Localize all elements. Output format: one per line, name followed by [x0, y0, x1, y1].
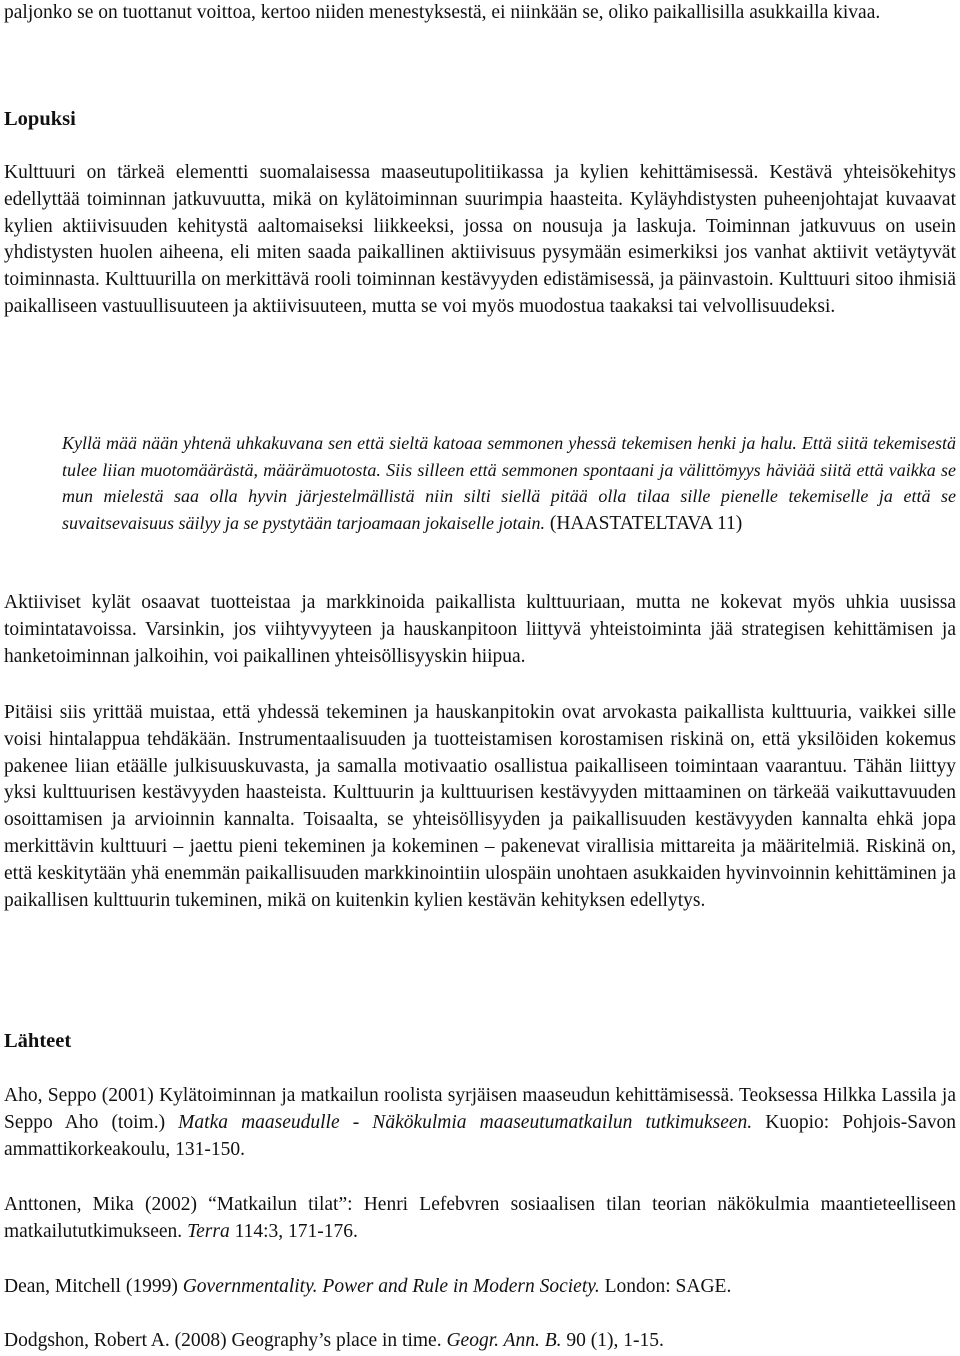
quote-source: (HAASTATELTAVA 11): [544, 512, 743, 534]
top-paragraph: paljonko se on tuottanut voittoa, kertoo niiden menestyksestä, ei niinkään se, oliko paikallisilla asukkailla kivaa.: [4, 2, 881, 23]
reference-dodgshon: [4, 1328, 956, 1355]
reference-aho-title: Matka maaseudulle - Näkökulmia maaseutumatkailun tutkimukseen.: [178, 1111, 753, 1133]
reference-anttonen-title: Terra: [187, 1220, 230, 1242]
reference-dean: [4, 1274, 956, 1301]
reference-anttonen: [4, 1192, 956, 1246]
interview-quote: [62, 430, 956, 537]
reference-dean-title: Governmentality. Power and Rule in Modern Society.: [182, 1276, 600, 1297]
reference-anttonen-text: Anttonen, Mika (2002) “Matkailun tilat”: Henri Lefebvren sosiaalisen tilan teorian näkökulmia maantieteelliseen matkailututkimukseen.: [4, 1194, 956, 1242]
reference-anttonen-publisher: 114:3, 171-176.: [229, 1220, 358, 1242]
reference-dodgshon-publisher: 90 (1), 1-15.: [561, 1330, 664, 1351]
reference-dodgshon-title: Geogr. Ann. B.: [446, 1330, 562, 1351]
reference-dean-publisher: London: SAGE.: [599, 1276, 732, 1297]
paragraph-2: Aktiiviset kylät osaavat tuotteistaa ja markkinoida paikallista kulttuuriaan, mutta ne kokevat myös uhkia uusissa toimintatavoissa. Varsinkin, jos viihtyvyyteen ja hauskanpitoon liittyvä yhteistoiminta jää strategisen kehittämisen ja hanketoiminnan jalkoihin, voi paikallinen yhteisöllisyyskin hiipua.: [4, 592, 956, 667]
reference-dodgshon-text: Dodgshon, Robert A. (2008) Geography’s place in time.: [4, 1330, 447, 1351]
heading-lahteet: Lähteet: [4, 1030, 72, 1052]
heading-lopuksi: Lopuksi: [4, 108, 76, 130]
reference-aho-text: Aho, Seppo (2001) Kylätoiminnan ja matkailun roolista syrjäisen maaseudun kehittämisessä. Teoksessa Hilkka Lassila ja Seppo Aho (toim.): [4, 1085, 956, 1133]
reference-dean-text: Dean, Mitchell (1999): [4, 1276, 183, 1297]
paragraph-3: Pitäisi siis yrittää muistaa, että yhdessä tekeminen ja hauskanpitokin ovat arvokasta paikallista kulttuuria, vaikkei sille voisi hintalappua tehdäkään. Instrumentaalisuuden ja tuotteistamisen korostamisen riskinä on, että yksilöiden kokemus pakenee liian etäälle julkisuuskuvasta, ja samalla motivaatio osallistua paikalliseen toimintaan vaarantuu. Tähän liittyy yksi kulttuurisen kestävyyden haasteista. Kulttuurin ja kulttuurisen kestävyyden mittaaminen on tärkeää vaikuttavuuden osoittamisen ja arvioinnin kannalta. Toisaalta, se yhteisöllisyyden ja paikallisuuden kestävyyden kannalta ehkä jopa merkittävin kulttuuri – jaettu pieni tekeminen ja kokeminen – pakenevat virallisia mittareita ja määritelmiä. Riskinä on, että keskitytään yhä enemmän paikallisuuden markkinointiin ulospäin unohtaen asukkaiden hyvinvoinnin kehittäminen ja paikallisen kulttuurin tukeminen, mikä on kuitenkin kylien kestävän kehityksen edellytys.: [4, 702, 956, 911]
reference-aho: [4, 1083, 956, 1163]
quote-text: Kyllä mää nään yhtenä uhkakuvana sen että sieltä katoaa semmonen yhessä tekemisen henki ja halu. Että siitä tekemisestä tulee liian muotomäärästä, määrämuotosta. Siis silleen että semmonen spontaani ja välittömyys häviää siitä että vaikka se mun mielestä saa olla hyvin järjestelmällistä niin silti siellä pitää olla tilaa sille pienelle tekemiselle ja että se suvaitsevaisuus säilyy ja se pystytään tarjoamaan jokaiselle jotain.: [62, 433, 956, 533]
paragraph-lopuksi: Kulttuuri on tärkeä elementti suomalaisessa maaseutupolitiikassa ja kylien kehittämisessä. Kestävä yhteisökehitys edellyttää toiminnan jatkuvuutta, mikä on kylätoiminnan suurimpia haasteita. Kyläyhdistysten puheenjohtajat kuvaavat kylien aktiivisuuden kehitystä aaltomaiseksi liikkeeksi, jossa on nousuja ja laskuja. Toiminnan jatkuvuus on usein yhdistysten huolen aiheena, eli miten saada paikallinen aktiivisuus pysymään esimerkiksi jos vanhat aktiivit vetäytyvät toiminnasta. Kulttuurilla on merkittävä rooli toiminnan kestävyyden edistämisessä, ja päinvastoin. Kulttuuri sitoo ihmisiä paikalliseen vastuullisuuteen ja aktiivisuuteen, mutta se voi myös muodostua taakaksi tai velvollisuudeksi.: [4, 162, 956, 317]
reference-aho-publisher: Kuopio: Pohjois-Savon ammattikorkeakoulu, 131-150.: [4, 1111, 957, 1160]
